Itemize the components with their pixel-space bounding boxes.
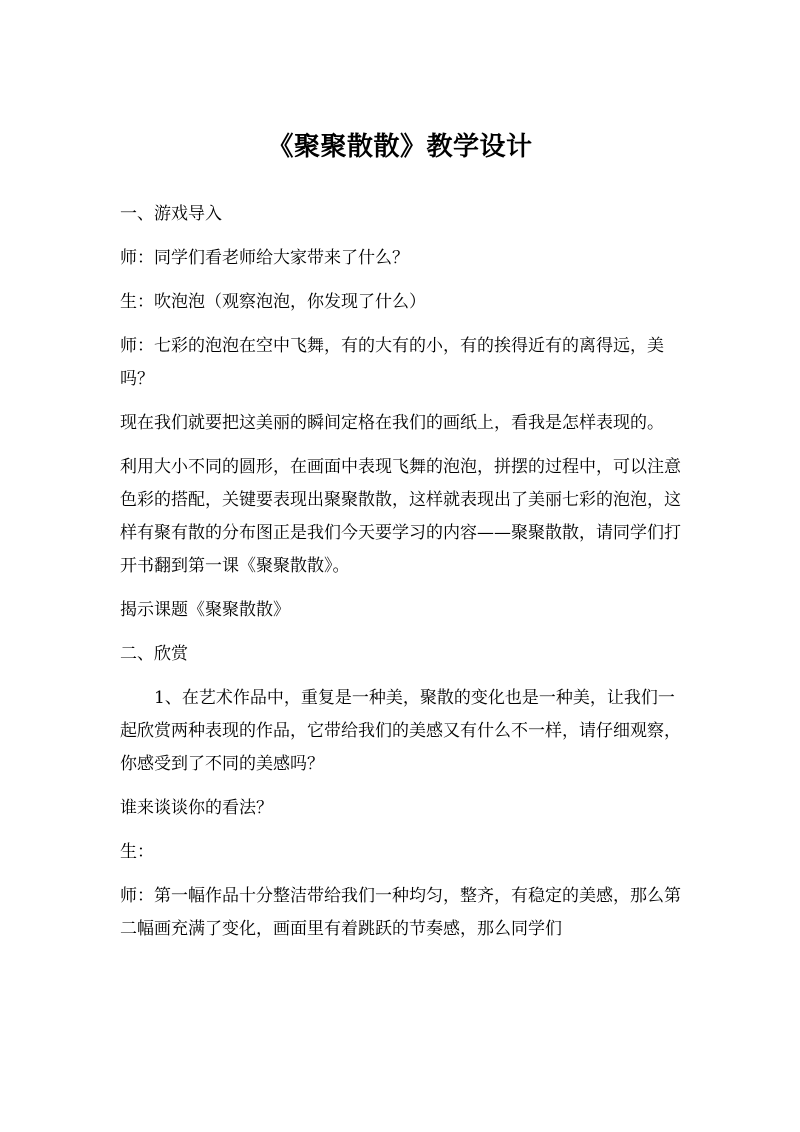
section-heading-game-intro: 一、游戏导入	[120, 204, 222, 224]
paragraph: 揭示课题《聚聚散散》	[120, 600, 290, 620]
section-heading-appreciation: 二、欣赏	[120, 644, 188, 664]
paragraph: 现在我们就要把这美丽的瞬间定格在我们的画纸上，看我是怎样表现的。	[120, 413, 664, 433]
paragraph: 1、在艺术作品中，重复是一种美，聚散的变化也是一种美，让我们一起欣赏两种表现的作品，它带给我们的美感又有什么不一样，请仔细观察，你感受到了不同的美感吗？	[120, 688, 681, 774]
paragraph: 利用大小不同的圆形，在画面中表现飞舞的泡泡，拼摆的过程中，可以注意色彩的搭配，关键要表现出聚聚散散，这样就表现出了美丽七彩的泡泡，这样有聚有散的分布图正是我们今天要学习的内容——聚聚散散，请同学们打开书翻到第一课《聚聚散散》。	[120, 457, 681, 576]
dialogue-line: 师：七彩的泡泡在空中飞舞，有的大有的小，有的挨得近有的离得远，美吗？	[120, 336, 664, 389]
dialogue-line: 师：第一幅作品十分整洁带给我们一种均匀，整齐，有稳定的美感，那么第二幅画充满了变化，画面里有着跳跃的节奏感，那么同学们	[120, 886, 681, 939]
dialogue-line: 生：吹泡泡（观察泡泡，你发现了什么）	[120, 292, 426, 312]
dialogue-line: 生：	[120, 842, 154, 862]
document-body	[120, 198, 682, 957]
document-title: 《聚聚散散》教学设计	[267, 132, 533, 162]
paragraph: 谁来谈谈你的看法？	[120, 798, 273, 818]
dialogue-line: 师：同学们看老师给大家带来了什么？	[120, 248, 409, 268]
